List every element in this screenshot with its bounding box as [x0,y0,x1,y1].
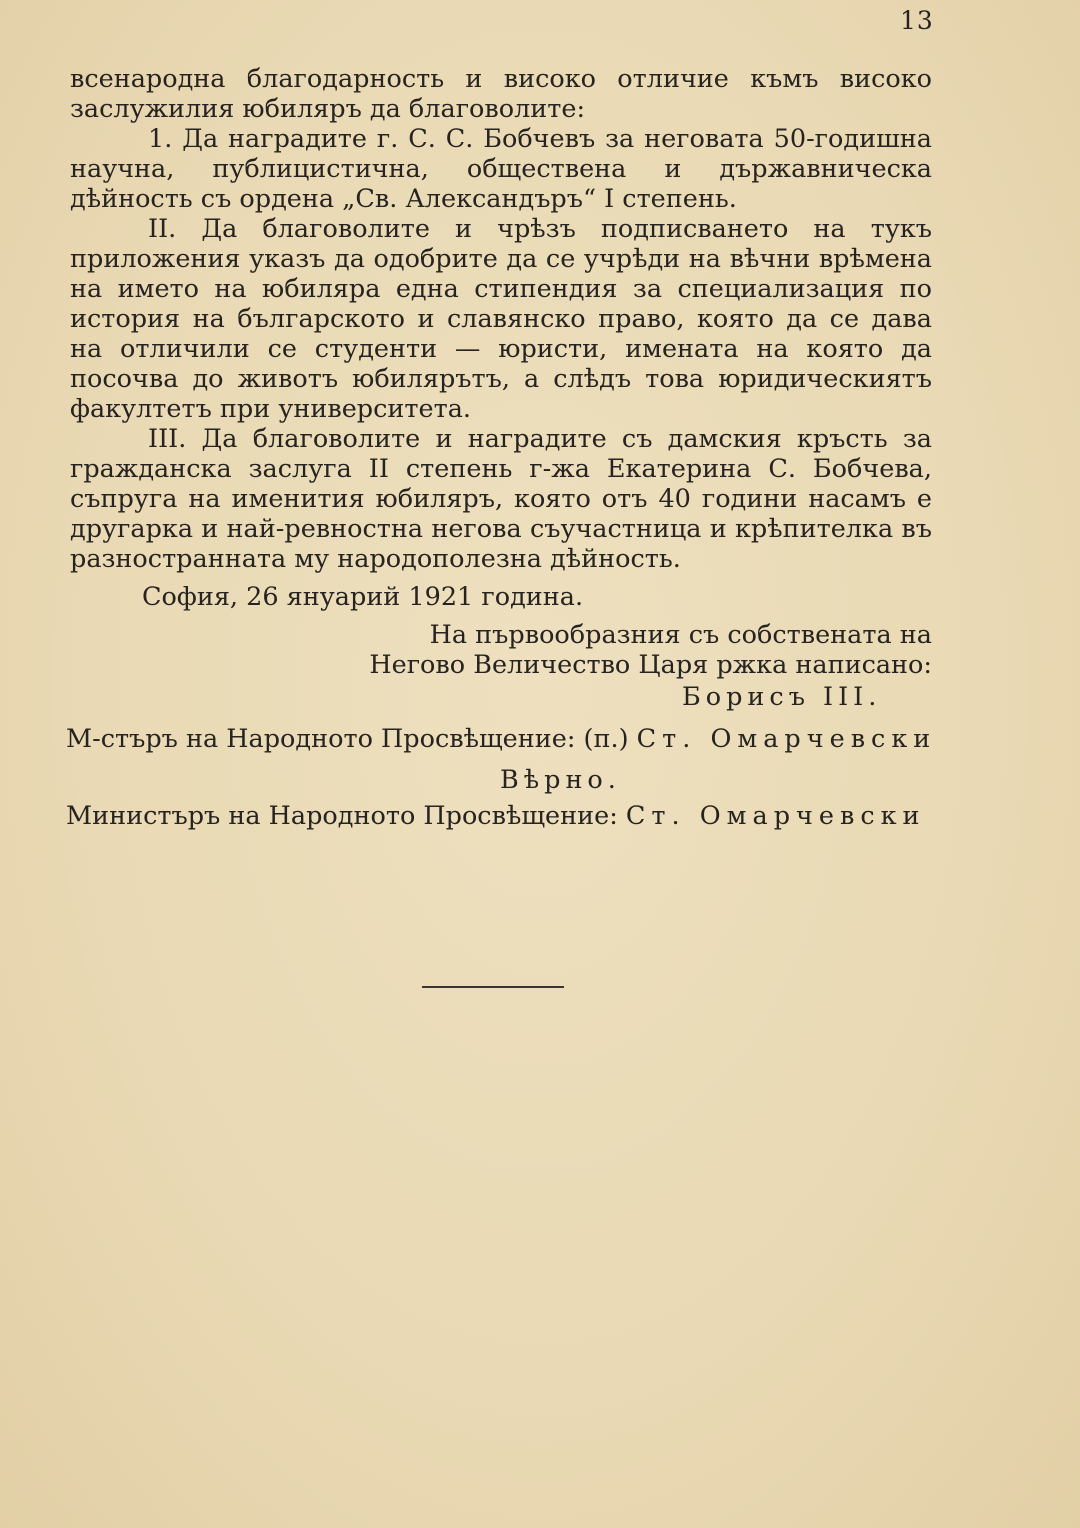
minister-1-name: Ст. Омарчевски [636,724,937,754]
decree-body [70,64,932,612]
item-3-paragraph: III. Да благоволите и наградите съ дамския кръсть за гражданска заслуга II степень г-жа Екатерина С. Бобчева, съпруга на именития юбиляръ, която отъ 40 години насамъ е другарка и най-ревностна негова съучастница и крѣпителка въ разностранната му народополезна дѣйность. [70,424,932,574]
intro-paragraph: всенародна благодарность и високо отличие къмъ високо заслужилия юбиляръ да благоволите: [70,64,932,124]
minister-2-line [66,801,926,831]
sovereign-signature: Борисъ III. [682,682,882,712]
verno-label: Вѣрно. [500,765,621,795]
minister-2-name: Ст. Омарчевски [625,801,926,831]
original-note [70,620,932,680]
item-2-paragraph: II. Да благоволите и чрѣзъ подписването на тукъ приложения указъ да одобрите да се учрѣди на вѣчни врѣмена на името на юбиляра една стипендия за специализация по история на българското и славянско право, която да се дава на отличили се студенти — юристи, имената на която да посочва до животъ юбилярътъ, а слѣдъ това юридическиятъ факултетъ при университета. [70,214,932,424]
page-number: 13 [900,6,934,35]
minister-1-line [66,724,936,754]
original-note-line-2: Негово Величество Царя ржка написано: [369,650,932,680]
date-line: София, 26 януарий 1921 година. [142,582,584,612]
minister-2-title: Министъръ на Народното Просвѣщение: [66,801,618,831]
end-rule [422,986,564,988]
minister-1-title: М-стъръ на Народното Просвѣщение: (п.) [66,724,629,754]
item-1-paragraph: 1. Да наградите г. С. С. Бобчевъ за неговата 50-годишна научна, публицистична, обществена и държавническа дѣйность съ ордена „Св. Александъръ“ I степень. [70,124,932,214]
original-note-line-1: На първообразния съ собствената на [429,620,932,650]
